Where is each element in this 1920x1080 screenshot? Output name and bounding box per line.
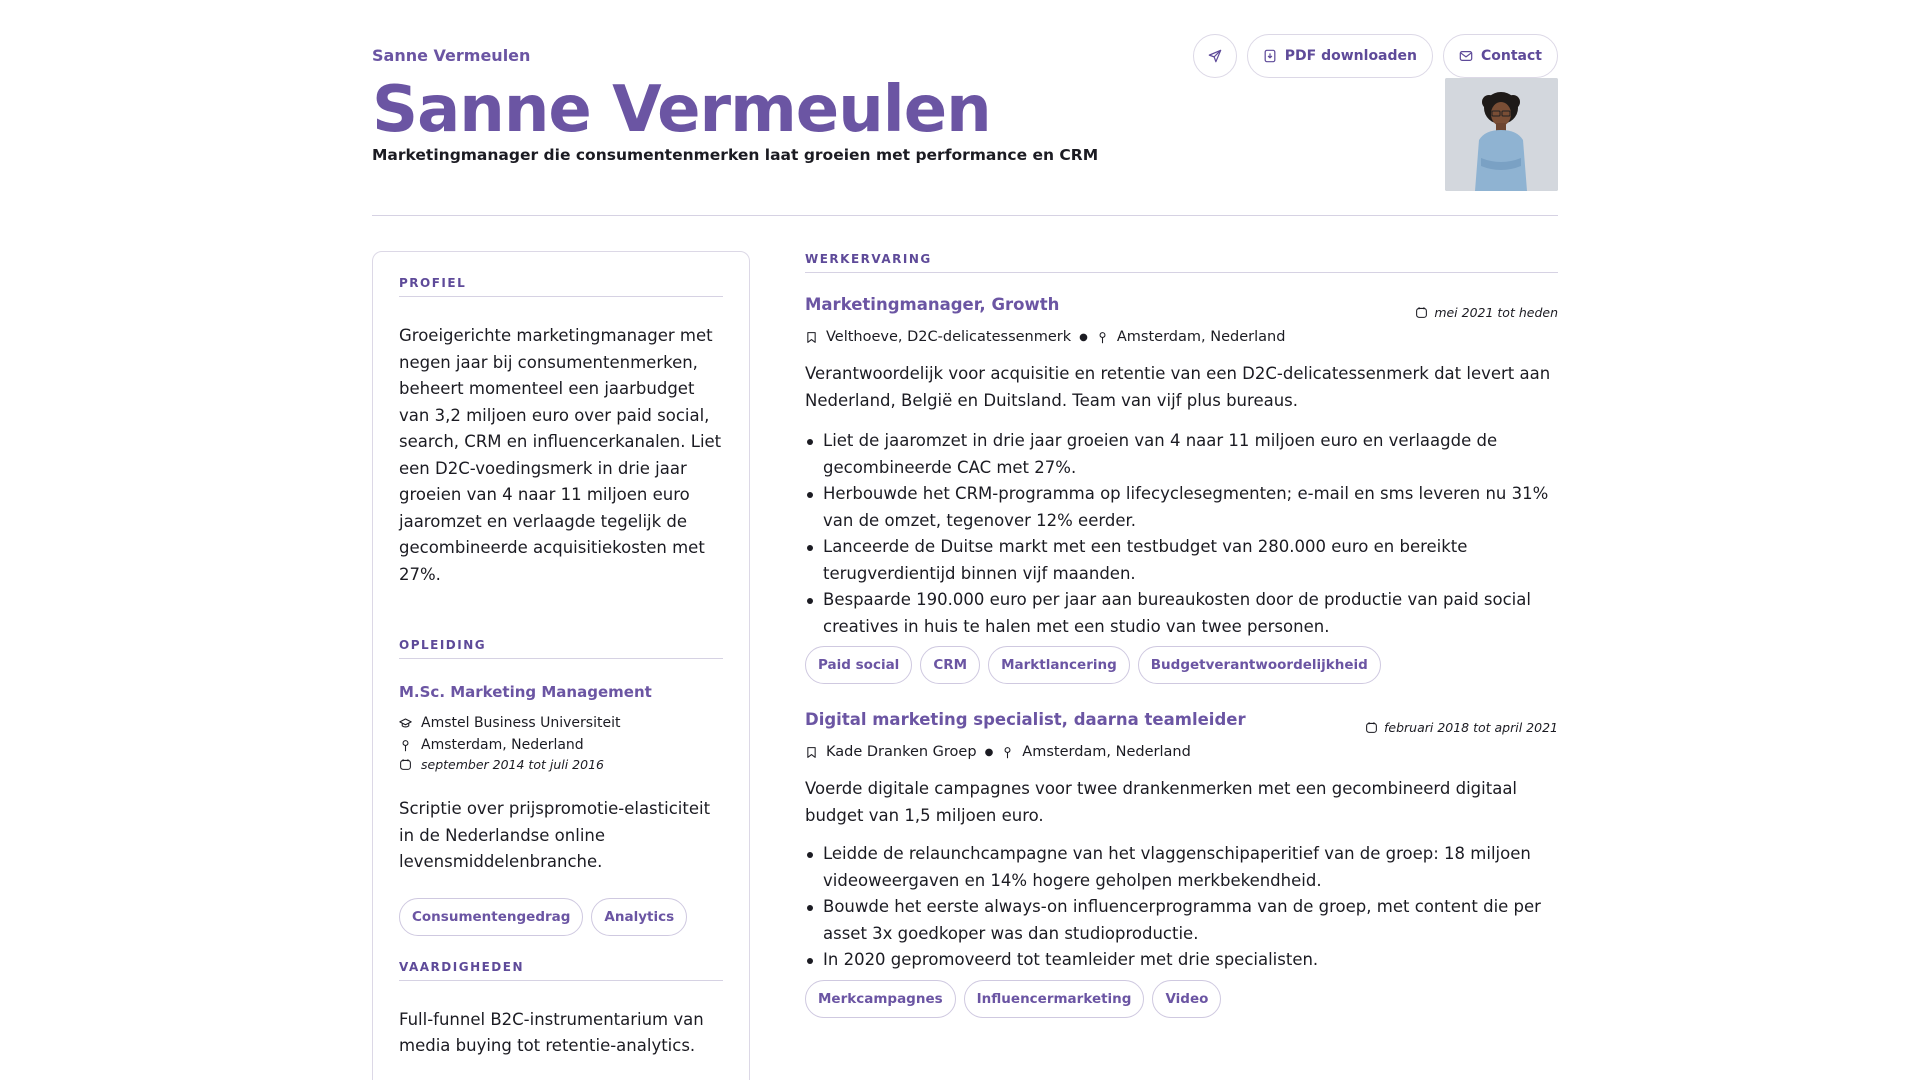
job-company: Kade Dranken Groep <box>826 744 977 760</box>
tag: Video <box>1152 980 1221 1018</box>
skills-text: Full-funnel B2C-instrumentarium van media buying tot retentie-analytics. <box>399 1009 704 1055</box>
job-period: februari 2018 tot april 2021 <box>1383 720 1558 735</box>
list-item: Liet de jaaromzet in drie jaar groeien van 4 naar 11 miljoen euro en verlaagde de gecombineerde CAC met 27%. <box>805 428 1558 481</box>
job-period-row <box>1365 720 1558 735</box>
contact-button[interactable] <box>1443 34 1558 78</box>
calendar-icon <box>1415 306 1428 319</box>
education-school: Amstel Business Universiteit <box>421 715 621 731</box>
tag: Paid social <box>805 646 912 684</box>
list-item: Herbouwde het CRM-programma op lifecyclesegmenten; e-mail en sms leveren nu 31% van de omzet, tegenover 12% eerder. <box>805 481 1558 534</box>
tag: Influencermarketing <box>964 980 1145 1018</box>
job-header <box>805 710 1558 740</box>
calendar-icon <box>399 758 412 771</box>
job-title: Digital marketing specialist, daarna teamleider <box>805 710 1246 729</box>
tag: Marktlancering <box>988 646 1130 684</box>
education-degree: M.Sc. Marketing Management <box>399 683 652 701</box>
job-period-row <box>1415 305 1558 320</box>
page-title: Sanne Vermeulen <box>372 73 991 147</box>
job-location: Amsterdam, Nederland <box>1022 744 1191 760</box>
education-tags <box>399 898 723 936</box>
job-bullets <box>805 841 1558 974</box>
pdf-download-label: PDF downloaden <box>1284 48 1417 64</box>
separator-dot: ● <box>1079 331 1088 343</box>
list-item: Bespaarde 190.000 euro per jaar aan bureaukosten door de productie van paid social creatives in huis te halen met een studio van twee personen. <box>805 587 1558 640</box>
pin-icon <box>399 739 412 752</box>
graduation-cap-icon <box>399 717 412 730</box>
education-thesis: Scriptie over prijspromotie-elasticiteit in de Nederlandse online levensmiddelenbranche. <box>399 799 711 871</box>
list-item: Leidde de relaunchcampagne van het vlaggenschipaperitief van de groep: 18 miljoen videoweergaven en 14% hogere geholpen merkbekendheid. <box>805 841 1558 894</box>
education-location-row <box>399 737 723 753</box>
work-section-title: WERKERVARING <box>805 252 1558 273</box>
job-period: mei 2021 tot heden <box>1434 305 1558 320</box>
profile-photo-illustration <box>1445 78 1558 191</box>
list-item: Lanceerde de Duitse markt met een testbudget van 280.000 euro en bereikte terugverdientijd binnen vijf maanden. <box>805 534 1558 587</box>
job-bullets <box>805 428 1558 640</box>
education-section-title: OPLEIDING <box>399 638 723 659</box>
job-entry <box>805 295 1558 684</box>
bookmark-icon <box>805 331 818 344</box>
job-tags <box>805 646 1558 684</box>
mail-icon <box>1459 49 1473 63</box>
calendar-icon <box>1365 721 1378 734</box>
pin-icon <box>1096 331 1109 344</box>
send-icon <box>1208 49 1222 63</box>
download-file-icon <box>1263 49 1277 63</box>
job-title: Marketingmanager, Growth <box>805 295 1060 314</box>
tagline: Marketingmanager die consumentenmerken laat groeien met performance en CRM <box>372 146 1099 164</box>
contact-label: Contact <box>1481 48 1542 64</box>
education-school-row <box>399 715 723 731</box>
job-meta <box>805 744 1558 760</box>
profile-text: Groeigerichte marketingmanager met negen jaar bij consumentenmerken, beheert momenteel een jaarbudget van 3,2 miljoen euro over paid social, search, CRM en influencerkanalen. Liet een D2C-voedingsmerk in drie jaar groeien van 4 naar 11 miljoen euro jaaromzet en verlaagde tegelijk de gecombineerde acquisitiekosten met 27%. <box>399 326 722 584</box>
resume-header <box>372 34 1558 216</box>
education-period-row <box>399 757 723 772</box>
list-item: Bouwde het eerste always-on influencerprogramma van de groep, met content die per asset 3x goedkoper was dan studioproductie. <box>805 894 1558 947</box>
job-description: Voerde digitale campagnes voor twee drankenmerken met een gecombineerd digitaal budget van 1,5 miljoen euro. <box>805 779 1518 825</box>
tag: CRM <box>920 646 980 684</box>
tag: Consumentengedrag <box>399 898 583 936</box>
profile-photo <box>1445 78 1558 191</box>
job-company: Velthoeve, D2C-delicatessenmerk <box>826 329 1072 345</box>
education-period: september 2014 tot juli 2016 <box>421 757 604 772</box>
education-location: Amsterdam, Nederland <box>421 737 584 753</box>
pdf-download-button[interactable] <box>1247 34 1433 78</box>
job-meta <box>805 329 1558 345</box>
profile-section-title: PROFIEL <box>399 276 723 297</box>
bookmark-icon <box>805 746 818 759</box>
tag: Merkcampagnes <box>805 980 956 1018</box>
pin-icon <box>1001 746 1014 759</box>
work-experience <box>805 252 1558 1018</box>
job-description: Verantwoordelijk voor acquisitie en retentie van een D2C-delicatessenmerk dat levert aan Nederland, België en Duitsland. Team van vijf plus bureaus. <box>805 364 1551 410</box>
skills-section-title: VAARDIGHEDEN <box>399 960 723 981</box>
header-small-name: Sanne Vermeulen <box>372 46 531 65</box>
share-button[interactable] <box>1193 34 1237 78</box>
tag: Budgetverantwoordelijkheid <box>1138 646 1381 684</box>
job-entry <box>805 710 1558 1018</box>
job-location: Amsterdam, Nederland <box>1116 329 1286 345</box>
job-tags <box>805 980 1558 1018</box>
list-item: In 2020 gepromoveerd tot teamleider met drie specialisten. <box>805 947 1558 974</box>
separator-dot: ● <box>984 746 994 758</box>
header-actions <box>1193 34 1558 78</box>
sidebar-card <box>372 251 750 1080</box>
tag: Analytics <box>591 898 687 936</box>
job-header <box>805 295 1558 325</box>
